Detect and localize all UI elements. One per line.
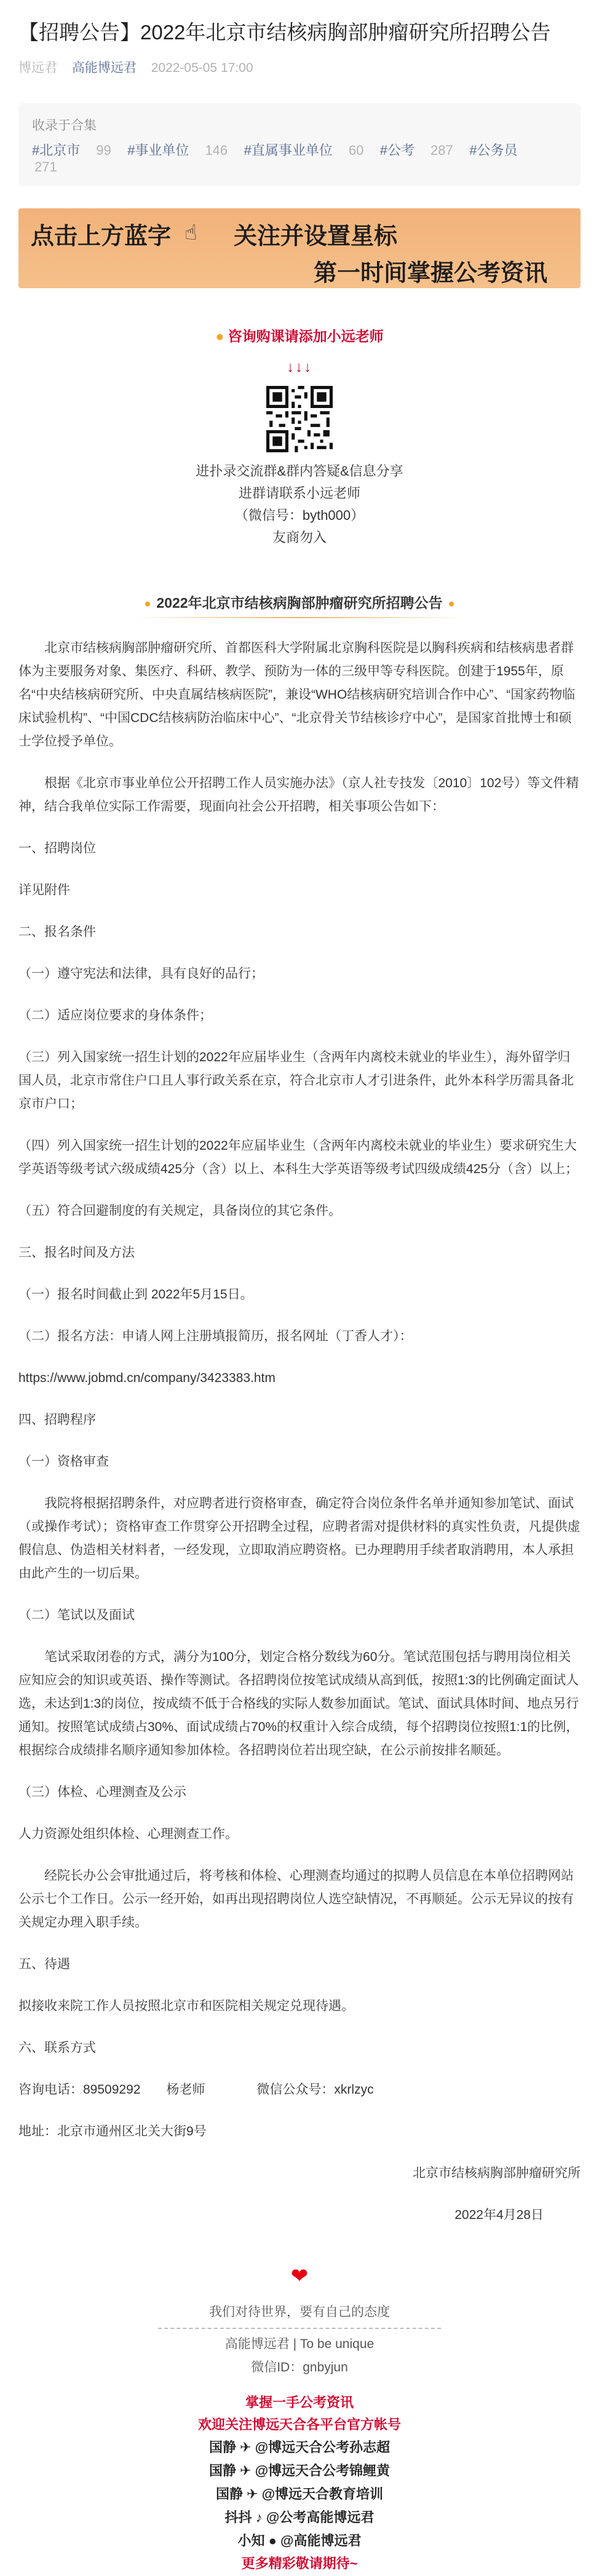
promo-line-2: 进群请联系小远老师 — [238, 485, 360, 501]
body-paragraph: 笔试采取闭卷的方式，满分为100分，划定合格分数线为60分。笔试范围包括与聘用岗位相关应知应会的知识或英语、操作等测试。各招聘岗位按笔试成绩从高到低，按照1:3的比例确定面试人选，未达到1:3的岗位，按成绩不低于合格线的实际人数参加面试。笔试、面试具体时间、地点另行通知。按照笔试成绩占30%、面试成绩占70%的权重计入综合成绩，每个招聘岗位按照1:1的比例，根据综合成绩排名顺序通知参加体检。各招聘岗位若出现空缺，在公示前按排名顺延。 — [18, 1650, 579, 1757]
body-paragraph: 我院将根据招聘条件，对应聘者进行资格审查，确定符合岗位条件名单并通知参加笔试、面试（或操作考试）；资格审查工作贯穿公开招聘全过程，应聘者需对提供材料的真实性负责，凡提供虚假信息、伪造相关材料者，一经发现，立即取消应聘资格。已办理聘用手续者取消聘用，本人承担由此产生的一切后果。 — [18, 1496, 581, 1581]
footer-account-4[interactable]: 抖抖 ♪ @公考高能博远君 — [224, 2510, 375, 2525]
bulb-icon: ● — [215, 328, 224, 344]
body-paragraph: 拟接收来院工作人员按照北京市和医院相关规定兑现待遇。 — [18, 1999, 354, 2013]
tag-public-institution[interactable]: #事业单位 146 — [127, 143, 228, 158]
collection-label: 收录于合集 — [32, 119, 97, 133]
article-meta — [18, 58, 581, 76]
footer-wechat-id: 微信ID：gnbyjun — [251, 2360, 348, 2374]
publish-date: 2022-05-05 17:00 — [151, 61, 253, 75]
tag-civil-servant[interactable]: #公务员271 — [34, 143, 518, 175]
body-paragraph: 一、招聘岗位 — [18, 841, 96, 855]
tag-direct-institution[interactable]: #直属事业单位 60 — [244, 143, 364, 158]
collection-tags — [32, 140, 567, 175]
dot-icon — [145, 602, 150, 607]
promo-line-4: 友商勿入 — [272, 530, 327, 545]
footer-divider — [158, 2328, 441, 2329]
body-paragraph: 详见附件 — [18, 883, 70, 897]
body-paragraph: 二、报名条件 — [18, 925, 96, 939]
body-paragraph: （一）遵守宪法和法律，具有良好的品行； — [18, 967, 264, 981]
body-paragraph: 经院长办公会审批通过后，将考核和体检、心理测查均通过的拟聘人员信息在本单位招聘网站公示七个工作日。公示一经开始，如再出现招聘岗位人选空缺情况，不再顺延。公示无异议的按有关规定办理入职手续。 — [18, 1869, 574, 1930]
article-title: 【招聘公告】2022年北京市结核病胸部肿瘤研究所招聘公告 — [18, 21, 551, 44]
body-paragraph: （五）符合回避制度的有关规定，具备岗位的其它条件。 — [18, 1204, 341, 1218]
body-paragraph: 北京市结核病胸部肿瘤研究所、首都医科大学附属北京胸科医院是以胸科疾病和结核病患者群体为主要服务对象、集医疗、科研、教学、预防为一体的三级甲等专科医院。创建于1955年，原名“中央结核病研究所、中央直属结核病医院”，兼设“WHO结核病研究培训合作中心”、“国家药物临床试验机构”、“中国CDC结核病防治临床中心”、“北京骨关节结核诊疗中心”，是国家首批博士和硕士学位授予单位。 — [18, 641, 576, 748]
author-name: 博远君 — [18, 61, 57, 75]
promo-headline: ● 咨询购课请添加小远老师 — [215, 328, 384, 344]
footer-brand: 高能博远君 | To be unique — [224, 2337, 375, 2351]
article-body — [18, 637, 581, 2227]
promo-block — [18, 325, 581, 549]
collection-box — [18, 103, 581, 186]
body-paragraph: （二）报名方法：申请人网上注册填报简历，报名网址（丁香人才）： — [18, 1329, 413, 1343]
body-paragraph: 北京市结核病胸部肿瘤研究所 — [413, 2166, 581, 2180]
body-paragraph: 根据《北京市事业单位公开招聘工作人员实施办法》（京人社专技发〔2010〕102号）等文件精神，结合我单位实际工作需要，现面向社会公开招聘，相关事项公告如下： — [18, 776, 579, 814]
article-footer — [18, 2264, 581, 2575]
body-paragraph: （二）适应岗位要求的身体条件； — [18, 1008, 212, 1023]
banner-line-1: 点击上方蓝字 — [31, 222, 172, 249]
body-paragraph: 三、报名时间及方法 — [18, 1246, 135, 1260]
tag-beijing[interactable]: #北京市 99 — [32, 143, 111, 158]
footer-account-3[interactable]: 国静 ✈ @博远天合教育培训 — [215, 2486, 384, 2502]
footer-account-1[interactable]: 国静 ✈ @博远天合公考孙志超 — [208, 2440, 391, 2455]
body-paragraph: 六、联系方式 — [18, 2041, 96, 2055]
dot-icon — [449, 602, 454, 607]
body-paragraph: 咨询电话：89509292 杨老师 微信公众号：xkrlzyc — [18, 2083, 374, 2097]
body-paragraph: （四）列入国家统一招生计划的2022年应届毕业生（含两年内离校未就业的毕业生）要求研究生大学英语等级考试六级成绩425分（含）以上、本科生大学英语等级考试四级成绩425分（含）以上； — [18, 1139, 579, 1176]
account-link[interactable]: 高能博远君 — [71, 61, 137, 75]
heart-icon: ❤ — [290, 2264, 309, 2288]
body-paragraph: （二）笔试以及面试 — [18, 1608, 135, 1622]
body-paragraph: 人力资源处组织体检、心理测查工作。 — [18, 1827, 238, 1841]
body-paragraph: 五、待遇 — [18, 1957, 70, 1971]
footer-red-2: 欢迎关注博远天合各平台官方帐号 — [197, 2417, 401, 2432]
body-paragraph: （一）资格审查 — [18, 1455, 109, 1469]
body-paragraph: （三）列入国家统一招生计划的2022年应届毕业生（含两年内离校未就业的毕业生），海外留学归国人员，北京市常住户口且人事行政关系在京，符合北京市人才引进条件，此外本科学历需具备北京市户口； — [18, 1050, 574, 1111]
body-paragraph: （一）报名时间截止到 2022年5月15日。 — [18, 1287, 253, 1302]
footer-account-5[interactable]: 小知 ● @高能博远君 — [237, 2533, 362, 2548]
pointing-hand-icon: ☝ — [184, 221, 197, 245]
footer-motto: 我们对待世界，要有自己的态度 — [209, 2305, 390, 2319]
title-divider — [133, 617, 466, 618]
body-paragraph: 四、招聘程序 — [18, 1413, 96, 1427]
tag-gongkao[interactable]: #公考 287 — [379, 143, 453, 158]
down-arrows: ↓↓↓ — [287, 359, 312, 375]
footer-account-2[interactable]: 国静 ✈ @博远天合公考锦鲤黄 — [208, 2463, 391, 2478]
body-paragraph: （三）体检、心理测查及公示 — [18, 1785, 186, 1799]
banner-line-2: 关注并设置星标 — [234, 222, 398, 249]
footer-more: 更多精彩敬请期待~ — [241, 2556, 358, 2571]
body-paragraph: 地址：北京市通州区北关大街9号 — [18, 2124, 207, 2138]
qr-code-icon[interactable] — [266, 386, 333, 452]
notice-title: 2022年北京市结核病胸部肿瘤研究所招聘公告 — [18, 592, 581, 612]
follow-banner — [18, 208, 581, 288]
body-paragraph[interactable]: https://www.jobmd.cn/company/3423383.htm — [18, 1371, 276, 1385]
promo-line-3: （微信号：byth000） — [234, 508, 365, 523]
body-paragraph: 2022年4月28日 — [454, 2208, 544, 2222]
promo-line-1: 进扑录交流群&群内答疑&信息分享 — [196, 463, 403, 479]
footer-red-1: 掌握一手公考资讯 — [245, 2395, 354, 2410]
banner-line-3: 第一时间掌握公考资讯 — [314, 259, 548, 286]
